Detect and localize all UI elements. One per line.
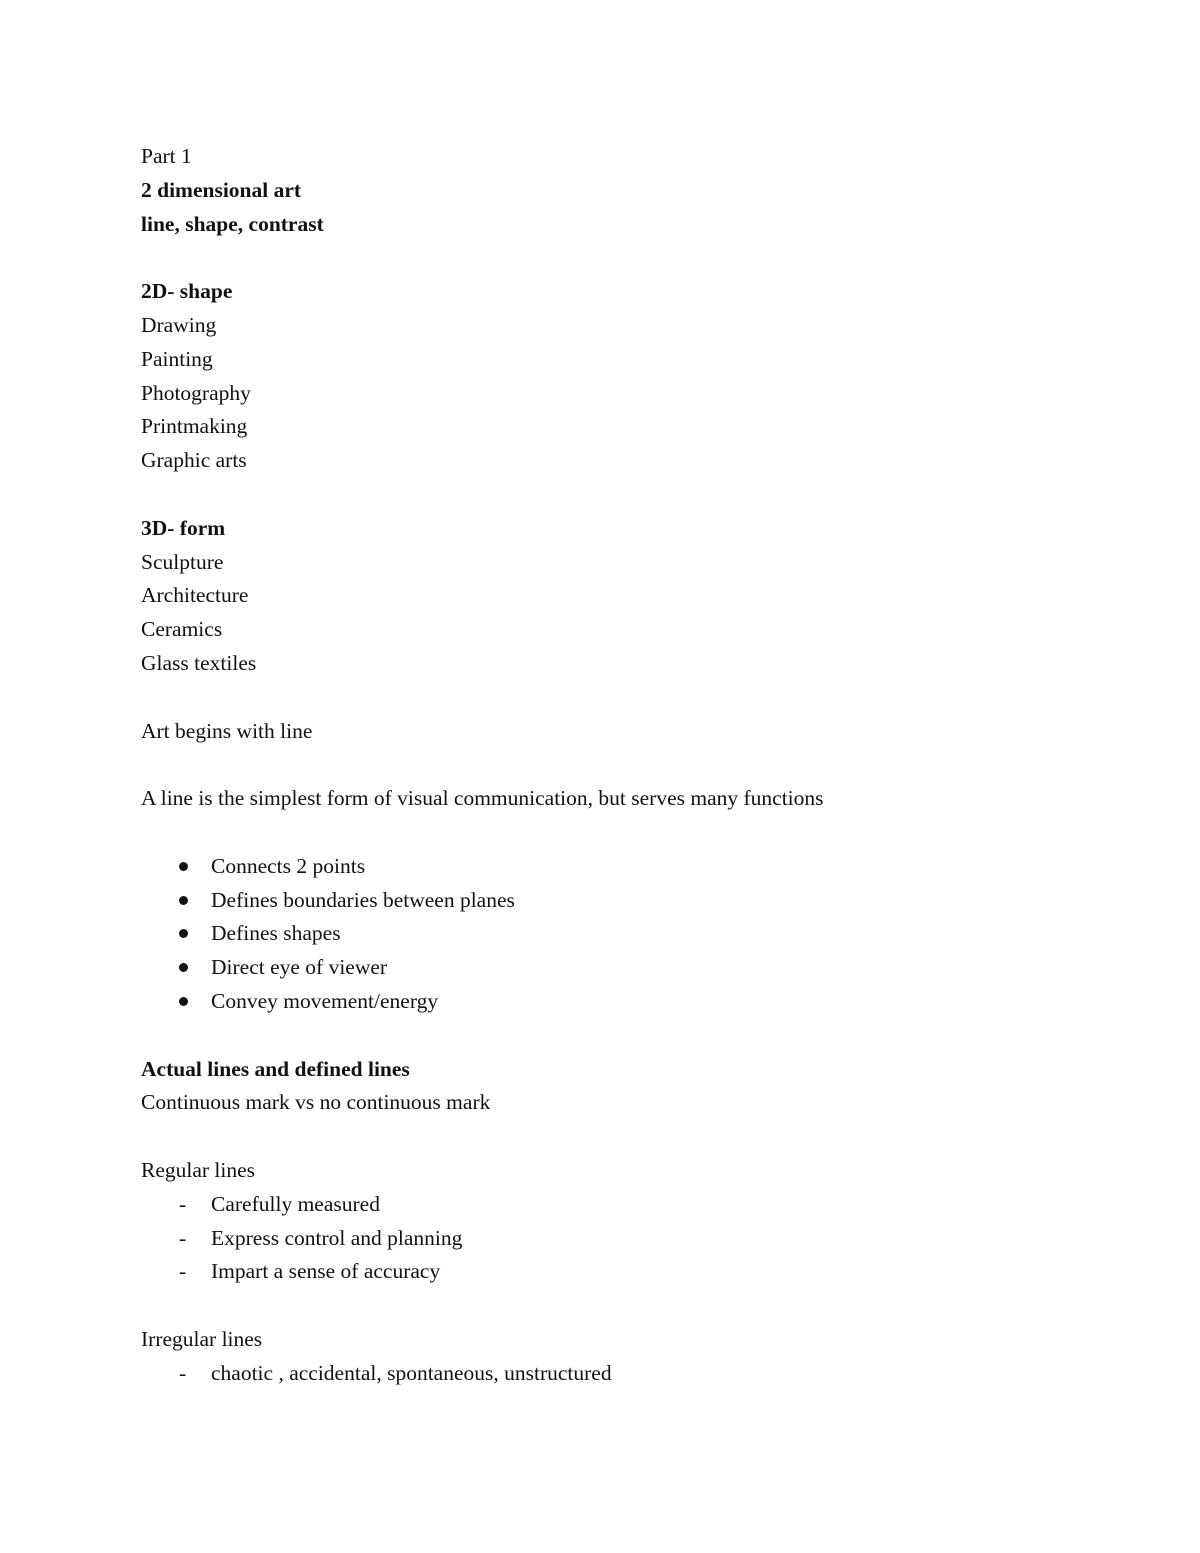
spacer — [141, 1289, 1101, 1323]
section-3d-heading: 3D- form — [141, 515, 226, 540]
list-item-text: Express control and planning — [211, 1225, 463, 1250]
spacer — [141, 681, 1101, 715]
dash-marker: - — [179, 1360, 187, 1385]
list-item — [141, 1255, 1101, 1289]
section-3d-item: Sculpture — [141, 549, 224, 574]
list-item — [141, 850, 1101, 884]
section-2d-item: Photography — [141, 380, 251, 405]
section-2d-item: Drawing — [141, 312, 217, 337]
dash-marker: - — [179, 1259, 187, 1284]
spacer — [141, 748, 1101, 782]
list-item — [141, 951, 1101, 985]
irregular-lines-list — [141, 1357, 1101, 1391]
list-item — [141, 917, 1101, 951]
dash-marker: - — [179, 1225, 187, 1250]
spacer — [141, 241, 1101, 275]
section-2d-item: Printmaking — [141, 414, 248, 439]
document-body — [141, 140, 1101, 1390]
regular-lines-heading: Regular lines — [141, 1157, 256, 1182]
section-3d-item: Glass textiles — [141, 650, 257, 675]
line-functions-list — [141, 850, 1101, 1019]
list-item — [141, 1222, 1101, 1256]
dash-marker: - — [179, 1191, 187, 1216]
line-definition-text: A line is the simplest form of visual communication, but serves many functions — [141, 786, 824, 811]
bullet-icon — [179, 896, 188, 905]
section-2d-item: Painting — [141, 346, 213, 371]
list-item-text: Connects 2 points — [211, 853, 366, 878]
list-item-text: Defines shapes — [211, 921, 341, 946]
spacer — [141, 478, 1101, 512]
list-item-text: chaotic , accidental, spontaneous, unstructured — [211, 1360, 612, 1385]
bullet-icon — [179, 929, 188, 938]
list-item-text: Impart a sense of accuracy — [211, 1259, 441, 1284]
bullet-icon — [179, 963, 188, 972]
spacer — [141, 1120, 1101, 1154]
actual-defined-heading: Actual lines and defined lines — [141, 1056, 410, 1081]
art-begins-text: Art begins with line — [141, 718, 313, 743]
spacer — [141, 1019, 1101, 1053]
list-item-text: Direct eye of viewer — [211, 955, 388, 980]
section-3d-item: Ceramics — [141, 617, 223, 642]
list-item — [141, 1188, 1101, 1222]
list-item — [141, 1357, 1101, 1391]
section-3d-item: Architecture — [141, 583, 249, 608]
heading-2d-art: 2 dimensional art — [141, 177, 302, 202]
section-2d-heading: 2D- shape — [141, 279, 233, 304]
list-item-text: Convey movement/energy — [211, 988, 439, 1013]
regular-lines-list — [141, 1188, 1101, 1289]
list-item-text: Carefully measured — [211, 1191, 380, 1216]
list-item-text: Defines boundaries between planes — [211, 887, 515, 912]
irregular-lines-heading: Irregular lines — [141, 1326, 263, 1351]
spacer — [141, 816, 1101, 850]
part-title: Part 1 — [141, 144, 192, 168]
list-item — [141, 884, 1101, 918]
bullet-icon — [179, 862, 188, 871]
actual-defined-text: Continuous mark vs no continuous mark — [141, 1090, 491, 1115]
list-item — [141, 985, 1101, 1019]
bullet-icon — [179, 997, 188, 1006]
heading-elements: line, shape, contrast — [141, 211, 324, 236]
section-2d-item: Graphic arts — [141, 448, 247, 473]
